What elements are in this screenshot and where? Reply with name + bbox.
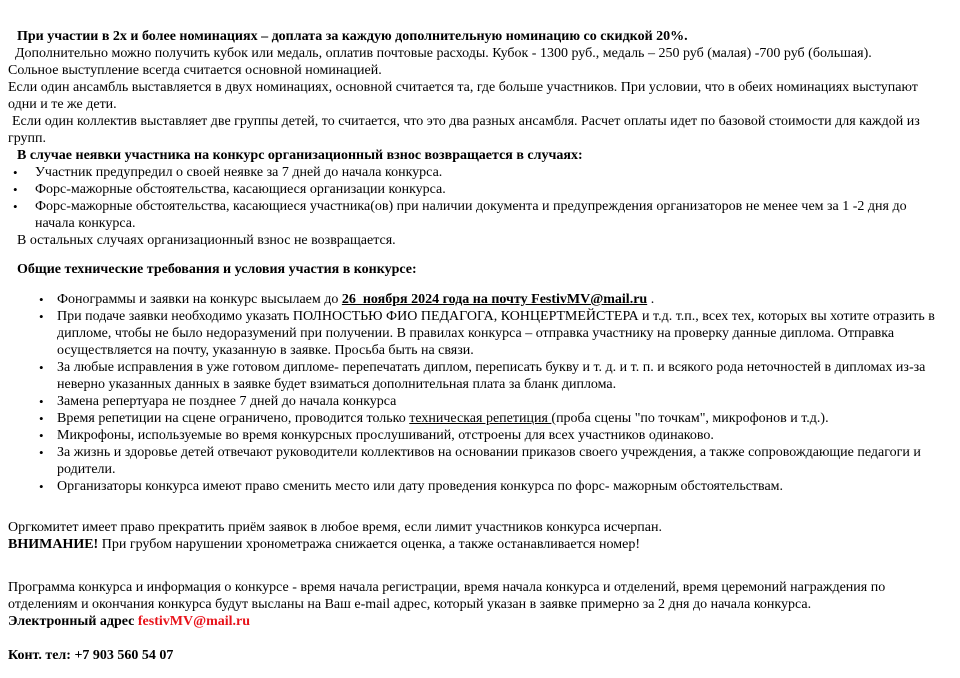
refund-footer: В остальных случаях организационный взнос не возвращается.	[17, 233, 396, 248]
list-item	[8, 410, 946, 427]
rehearsal-text: Время репетиции на сцене ограничено, проводится только	[57, 411, 410, 426]
intro-paragraph-3: Сольное выступление всегда считается основной номинацией.	[8, 63, 382, 78]
list-item	[8, 393, 946, 410]
email-label: Электронный адрес	[8, 614, 138, 629]
refund-list	[8, 164, 946, 232]
list-item	[8, 164, 946, 181]
list-item-text: Замена репертуара не позднее 7 дней до начала конкурса	[57, 394, 397, 409]
list-item	[8, 198, 946, 232]
list-item-text: При подаче заявки необходимо указать ПОЛНОСТЬЮ ФИО ПЕДАГОГА, КОНЦЕРТМЕЙСТЕРА и т.д. т.п., всех тех, которых вы хотите отразить в дипломе, чтобы не было недоразумений при получении. В правилах конкурса – отправка участнику на проверку данные диплома. Отправка осуществляется на почту, указанную в заявке. Просьба быть на связи.	[57, 309, 935, 358]
technical-heading: Общие технические требования и условия участия в конкурсе:	[17, 262, 417, 277]
list-item	[8, 478, 946, 495]
intro-paragraph-4: Если один ансамбль выставляется в двух номинациях, основной считается та, где больше участников. При условии, что в обеих номинациях выступают одни и те же дети.	[8, 80, 918, 112]
bullet-icon: •	[13, 165, 18, 180]
list-item-text: Участник предупредил о своей неявке за 7 дней до начала конкурса.	[35, 165, 443, 180]
attention-text: При грубом нарушении хронометража снижается оценка, а также останавливается номер!	[98, 537, 641, 552]
bullet-icon: •	[13, 199, 18, 214]
technical-list	[8, 291, 946, 495]
attention-paragraph	[8, 536, 946, 553]
list-item	[8, 308, 946, 359]
rehearsal-suffix: (проба сцены "по точкам", микрофонов и т.д.).	[551, 411, 829, 426]
list-item	[8, 444, 946, 478]
intro-paragraph-2: Дополнительно можно получить кубок или медаль, оплатив почтовые расходы. Кубок - 1300 руб., медаль – 250 руб (малая) -700 руб (большая).	[15, 46, 872, 61]
list-item-text: Форс-мажорные обстоятельства, касающиеся участника(ов) при наличии документа и предупреждения организаторов не менее чем за 1 -2 дня до начала конкурса.	[35, 199, 907, 231]
bullet-icon: •	[39, 411, 44, 426]
bullet-icon: •	[13, 182, 18, 197]
bullet-icon: •	[39, 428, 44, 443]
refund-heading: В случае неявки участника на конкурс организационный взнос возвращается в случаях:	[17, 148, 583, 163]
list-item	[8, 427, 946, 444]
email-paragraph	[8, 613, 946, 630]
limit-paragraph: Оргкомитет имеет право прекратить приём заявок в любое время, если лимит участников конкурса исчерпан.	[8, 520, 662, 535]
list-item	[8, 291, 946, 308]
bullet-icon: •	[39, 360, 44, 375]
list-item	[8, 181, 946, 198]
bullet-icon: •	[39, 292, 44, 307]
program-paragraph: Программа конкурса и информация о конкурсе - время начала регистрации, время начала конкурса и отделений, время церемоний награждения по отделениям и окончания конкурса будут высланы на Ваш e-mail адрес, который указан в заявке примерно за 2 дня до начала конкурса.	[8, 580, 886, 612]
phone-paragraph: Конт. тел: +7 903 560 54 07	[8, 648, 174, 663]
list-item-text: Микрофоны, используемые во время конкурсных прослушиваний, отстроены для всех участников одинаково.	[57, 428, 714, 443]
list-item-text: За любые исправления в уже готовом дипломе- перепечатать диплом, переписать букву и т. д. и т. п. и всякого рода неточностей в дипломах из-за неверно указанных данных в заявке будет взиматься дополнительная плата за бланк диплома.	[57, 360, 926, 392]
intro-paragraph-5: Если один коллектив выставляет две группы детей, то считается, что это два разных ансамбля. Расчет оплаты идет по базовой стоимости для каждой из групп.	[8, 114, 920, 146]
bullet-icon: •	[39, 445, 44, 460]
list-item	[8, 359, 946, 393]
intro-paragraph-1: При участии в 2х и более номинациях – доплата за каждую дополнительную номинацию со скидкой 20%.	[17, 29, 688, 44]
attention-label: ВНИМАНИЕ!	[8, 537, 99, 552]
list-item-text: За жизнь и здоровье детей отвечают руководители коллективов на основании приказов своего учреждения, а также сопровождающие педагоги и родители.	[57, 445, 921, 477]
bullet-icon: •	[39, 394, 44, 409]
rehearsal-underlined: техническая репетиция	[409, 411, 552, 426]
deadline-suffix: .	[647, 292, 655, 307]
list-item-text: Организаторы конкурса имеют право сменить место или дату проведения конкурса по форс- мажорным обстоятельствам.	[57, 479, 784, 494]
list-item-text: Форс-мажорные обстоятельства, касающиеся организации конкурса.	[35, 182, 446, 197]
deadline-highlight: 26 ноября 2024 года на почту FestivMV@mail.ru	[341, 292, 648, 307]
email-address[interactable]: festivMV@mail.ru	[137, 614, 251, 629]
deadline-text: Фонограммы и заявки на конкурс высылаем до	[57, 292, 342, 307]
bullet-icon: •	[39, 479, 44, 494]
bullet-icon: •	[39, 309, 44, 324]
